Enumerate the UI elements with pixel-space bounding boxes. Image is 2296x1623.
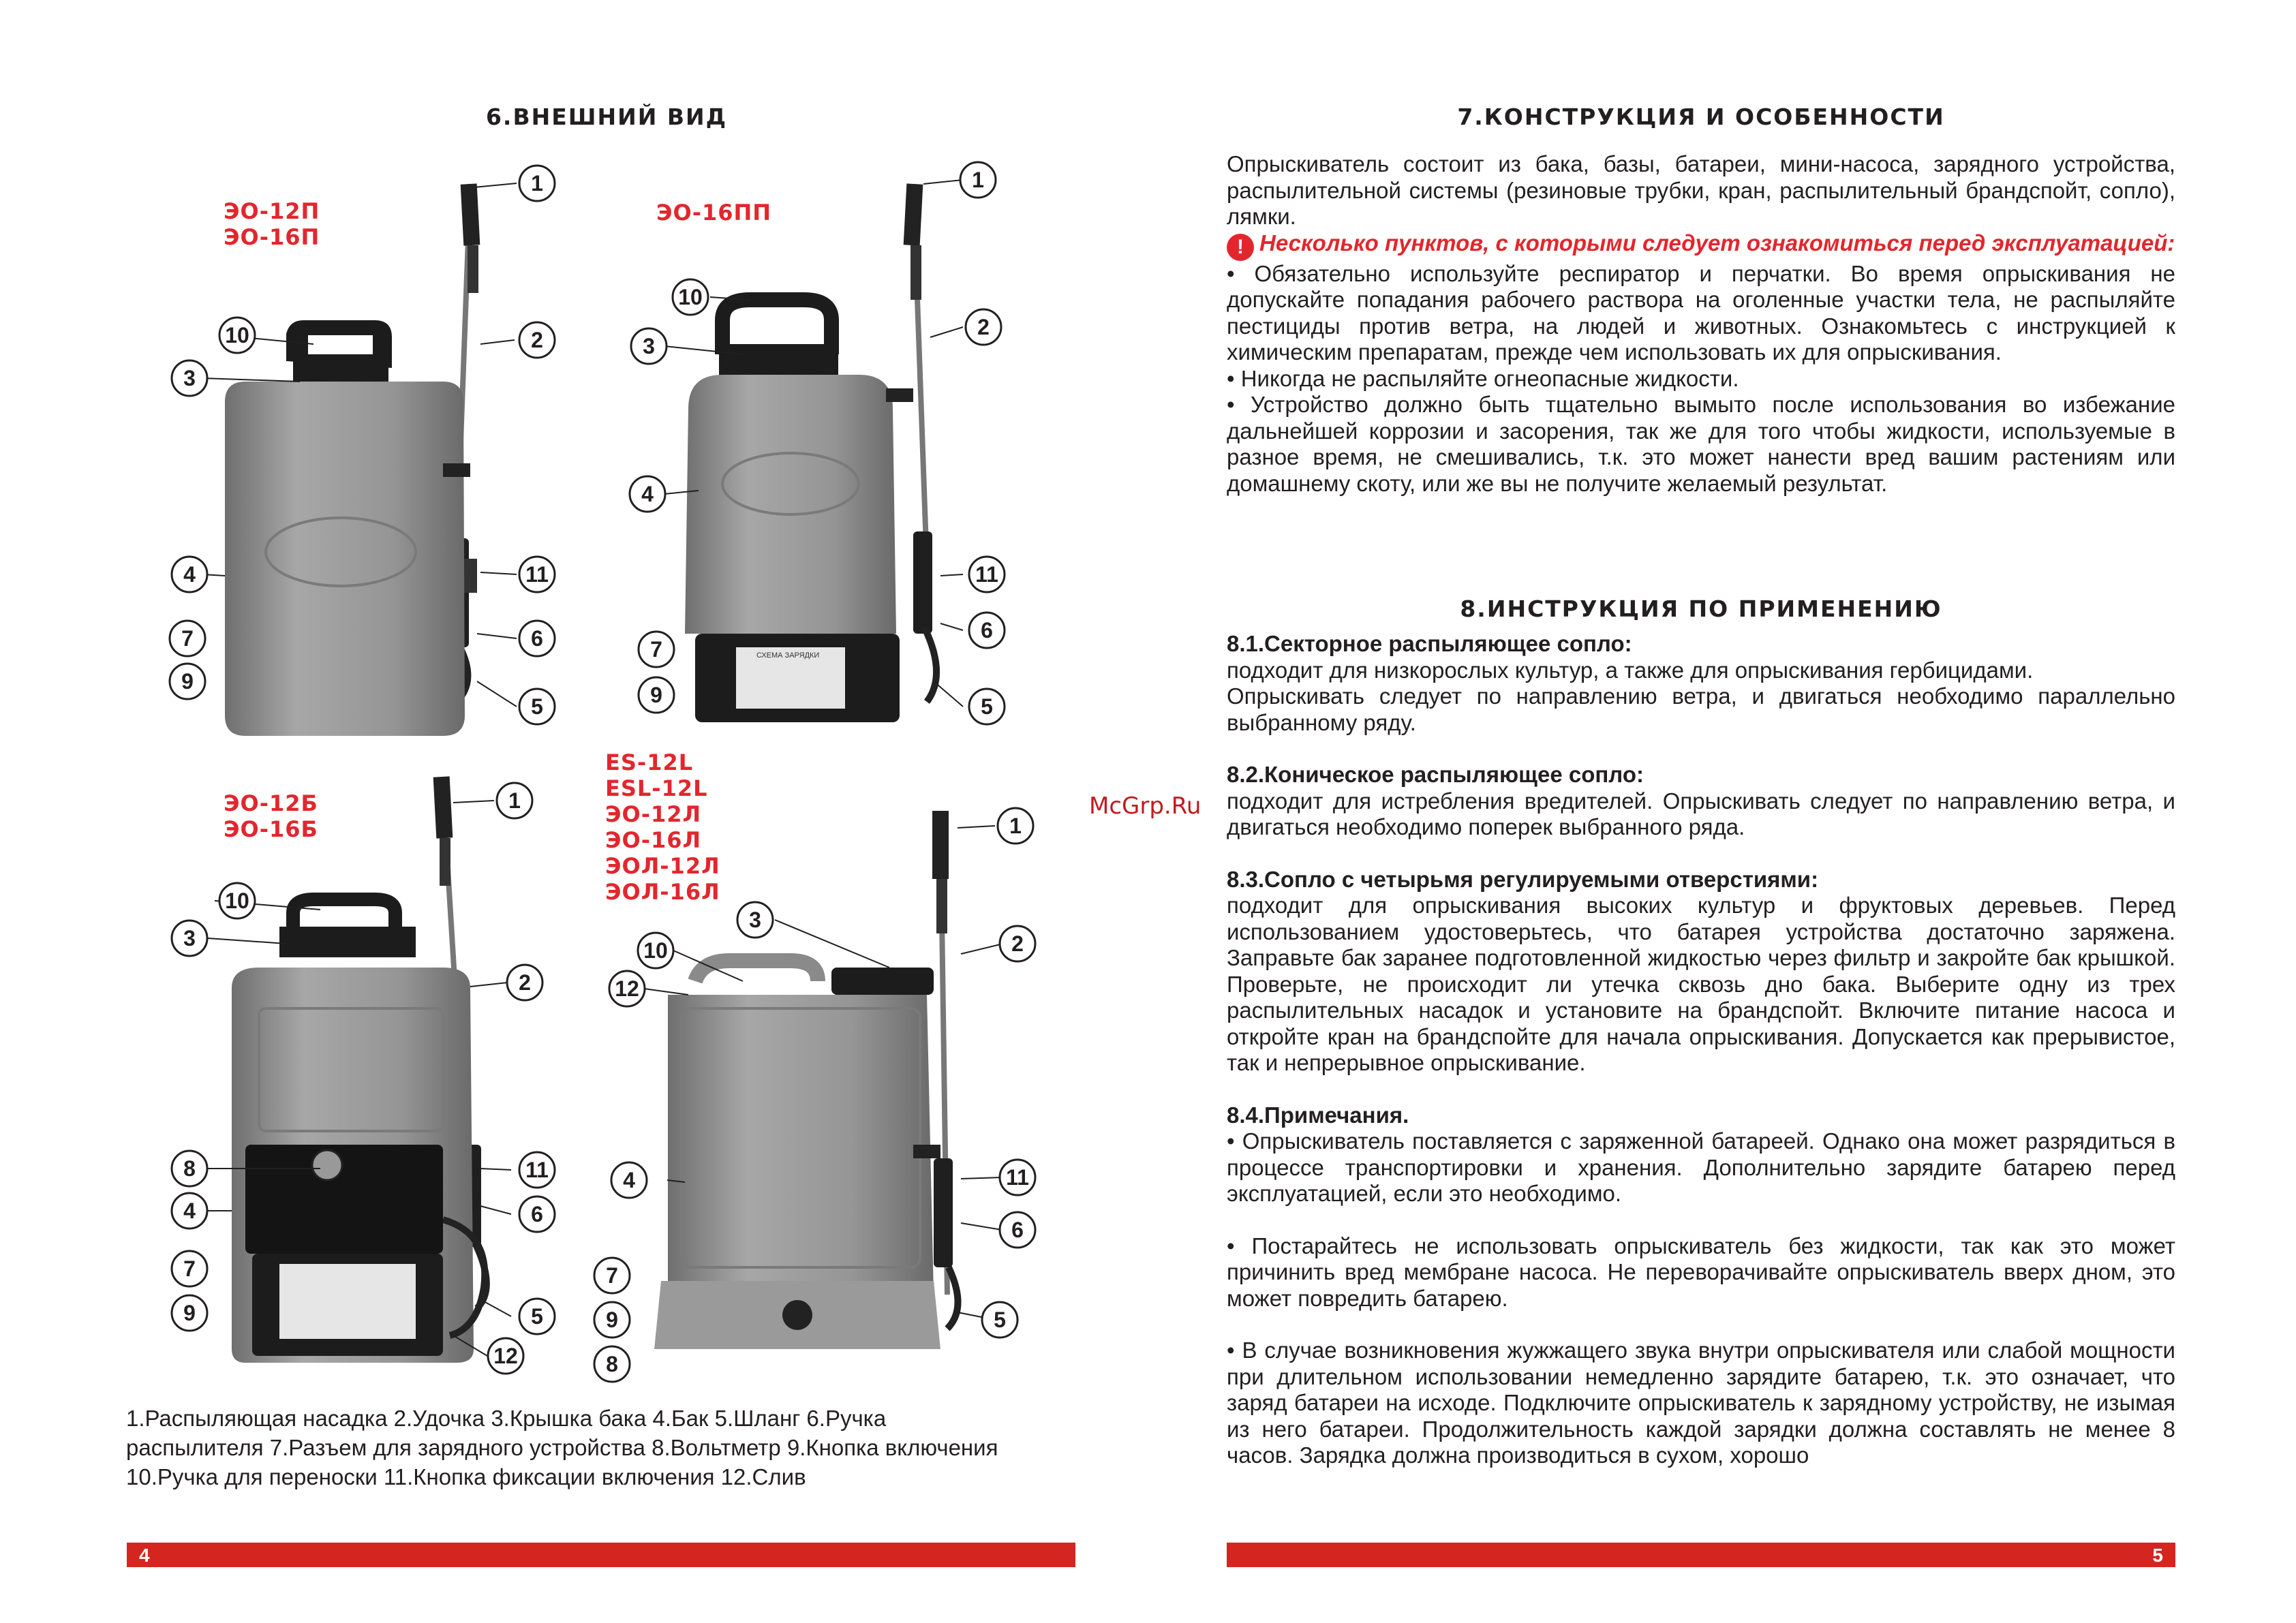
subsection-title: 8.1.Секторное распыляющее сопло:	[1227, 631, 1632, 656]
svg-text:6: 6	[531, 1202, 543, 1226]
note-paragraph: • В случае возникновения жужжащего звука внутри опрыскивателя или слабой мощности при длительном использовании немедленно зарядите батарею, т.к. это означает, что заряд батареи на исходе. Подключите опрыскиватель к зарядному устройству, не изымая из него батареи. Продолжительность каждой зарядки должна составлять не менее 8 часов. Зарядка должна производиться в сухом, хорошо	[1227, 1338, 2175, 1468]
svg-text:12: 12	[493, 1344, 518, 1368]
subsection-text: подходит для опрыскивания высоких культур и фруктовых деревьев. Перед использованием удостоверьтесь, что батарея устройства достаточно заряжена. Заправьте бак заранее подготовленной жидкостью через фильтр и закройте бак крышкой. Проверьте, не происходит ли утечка сквозь дно бака. Выберите одну из трех распылительных насадок и установите на брандспойт. Включите питание насоса и откройте кран на брандспойте для начала опрыскивания. Допускается как прерывистое, так и непрерывное опрыскивание.	[1227, 893, 2175, 1075]
svg-text:2: 2	[977, 315, 990, 339]
watermark: McGrp.Ru	[1089, 792, 1201, 820]
note-paragraph: • Постарайтесь не использовать опрыскиватель без жидкости, так как это может причинить вред мембране насоса. Не переворачивайте опрыскиватель вверх дном, это может повредить батарею.	[1227, 1233, 2175, 1311]
legend-line: 10.Ручка для переноски 11.Кнопка фиксации включения 12.Слив	[126, 1464, 806, 1489]
bullet: • Обязательно используйте респиратор и перчатки. Во время опрыскивания не допускайте попадания рабочего раствора на оголенные участки тела, не распыляйте пестициды против ветра, на людей и животных. Ознакомьтесь с инструкцией к химическим препаратам, прежде чем использовать их для опрыскивания.	[1227, 260, 2175, 365]
svg-text:5: 5	[531, 694, 543, 719]
right-footer-bar	[1227, 1543, 2175, 1567]
callout-circles	[170, 162, 1035, 1382]
svg-text:9: 9	[606, 1308, 618, 1332]
svg-text:12: 12	[615, 976, 639, 1001]
subsection-title: 8.3.Сопло с четырьмя регулируемыми отверстиями:	[1227, 866, 1819, 892]
svg-text:9: 9	[181, 669, 194, 694]
svg-text:7: 7	[606, 1263, 618, 1288]
model-label: ЭО-12П	[224, 198, 320, 224]
svg-text:11: 11	[1006, 1165, 1029, 1190]
model-label: ЭОЛ-12Л	[605, 853, 720, 879]
svg-text:1: 1	[1009, 814, 1022, 838]
svg-text:9: 9	[650, 683, 662, 707]
left-section-title: 6.ВНЕШНИЙ ВИД	[485, 104, 728, 130]
svg-text:6: 6	[531, 626, 543, 651]
svg-text:2: 2	[519, 970, 531, 995]
svg-text:11: 11	[525, 562, 549, 587]
right-page-number: 5	[2152, 1545, 2163, 1566]
model-label: ЭО-16Б	[224, 816, 318, 842]
svg-text:3: 3	[183, 366, 196, 390]
svg-text:10: 10	[643, 938, 668, 963]
legend-line: 1.Распыляющая насадка 2.Удочка 3.Крышка бака 4.Бак 5.Шланг 6.Ручка	[126, 1406, 887, 1431]
left-page-number: 4	[139, 1545, 150, 1566]
svg-text:6: 6	[1011, 1218, 1024, 1242]
bullet: • Устройство должно быть тщательно вымыто после использования во избежание дальнейшей коррозии и засорения, так же для того чтобы жидкости, используемые в разное время, не смешивались, т.к. это может нанести вред вашим растениям или домашнему скоту, или же вы не получите желаемый результат.	[1227, 392, 2175, 496]
callouts-layer	[0, 0, 1159, 1404]
svg-text:3: 3	[183, 926, 196, 950]
svg-text:9: 9	[183, 1301, 196, 1325]
subsection-title: 8.4.Примечания.	[1227, 1102, 1409, 1128]
model-label: ESL-12L	[605, 775, 708, 801]
section8-title: 8.ИНСТРУКЦИЯ ПО ПРИМЕНЕНИЮ	[1460, 596, 1942, 622]
svg-text:1: 1	[531, 171, 543, 196]
warning-line	[1227, 230, 2175, 261]
subsection-text: Опрыскивать следует по направлению ветра, и двигаться необходимо параллельно выбранному ряду.	[1227, 683, 2175, 735]
svg-text:4: 4	[641, 482, 654, 506]
bullet: • Никогда не распыляйте огнеопасные жидкости.	[1227, 365, 1739, 391]
svg-text:11: 11	[975, 562, 998, 587]
parts-legend	[126, 1404, 1073, 1491]
svg-text:1: 1	[972, 168, 984, 192]
section8-body	[1227, 631, 2175, 1469]
left-footer-bar	[127, 1543, 1075, 1567]
legend-line: распылителя 7.Разъем для зарядного устройства 8.Вольтметр 9.Кнопка включения	[126, 1435, 998, 1460]
section7-intro: Опрыскиватель состоит из бака, базы, батареи, мини-насоса, зарядного устройства, распылительной системы (резиновые трубки, кран, распылительный брандспойт, сопло), лямки.	[1227, 151, 2175, 229]
subsection-text: подходит для низкорослых культур, а также для опрыскивания гербицидами.	[1227, 657, 2034, 683]
svg-text:4: 4	[623, 1168, 635, 1192]
svg-text:5: 5	[994, 1308, 1006, 1332]
svg-text:2: 2	[1011, 931, 1024, 956]
svg-text:8: 8	[183, 1156, 196, 1181]
model-label: ЭО-12Б	[224, 790, 318, 816]
warning-icon: !	[1227, 234, 1254, 261]
note-paragraph: • Опрыскиватель поставляется с заряженной батареей. Однако она может разрядиться в процессе транспортировки и хранения. Дополнительно зарядите батарею перед эксплуатацией, если это необходимо.	[1227, 1128, 2175, 1206]
svg-text:1: 1	[508, 788, 521, 813]
svg-text:4: 4	[183, 1199, 196, 1223]
section7-title: 7.КОНСТРУКЦИЯ И ОСОБЕННОСТИ	[1457, 104, 1945, 130]
warning-text: Несколько пунктов, с которыми следует ознакомиться перед эксплуатацией:	[1259, 230, 2175, 256]
subsection-title: 8.2.Коническое распыляющее сопло:	[1227, 762, 1644, 787]
model-label: ЭО-12Л	[605, 801, 702, 827]
svg-text:5: 5	[531, 1304, 543, 1329]
svg-text:3: 3	[749, 908, 761, 932]
panel-label: СХЕМА ЗАРЯДКИ	[756, 651, 820, 660]
svg-text:6: 6	[981, 618, 993, 643]
svg-text:10: 10	[225, 888, 249, 913]
svg-text:2: 2	[531, 328, 543, 352]
subsection-text: подходит для истребления вредителей. Опрыскивать следует по направлению ветра, и двигаться необходимо поперек выбранного ряда.	[1227, 788, 2175, 839]
svg-text:4: 4	[183, 562, 196, 587]
svg-text:5: 5	[981, 694, 993, 719]
svg-text:7: 7	[181, 626, 194, 651]
svg-text:8: 8	[606, 1352, 618, 1376]
svg-text:10: 10	[678, 285, 703, 309]
model-label: ES-12L	[605, 749, 694, 775]
svg-text:3: 3	[643, 334, 655, 358]
svg-text:7: 7	[650, 637, 662, 662]
model-label: ЭО-16ПП	[656, 200, 772, 226]
section7-body	[1227, 151, 2175, 497]
svg-text:7: 7	[183, 1256, 196, 1281]
model-label: ЭОЛ-16Л	[605, 879, 720, 905]
svg-text:11: 11	[525, 1158, 549, 1182]
model-label: ЭО-16Л	[605, 827, 702, 853]
svg-text:10: 10	[225, 323, 249, 347]
model-label: ЭО-16П	[224, 224, 320, 250]
